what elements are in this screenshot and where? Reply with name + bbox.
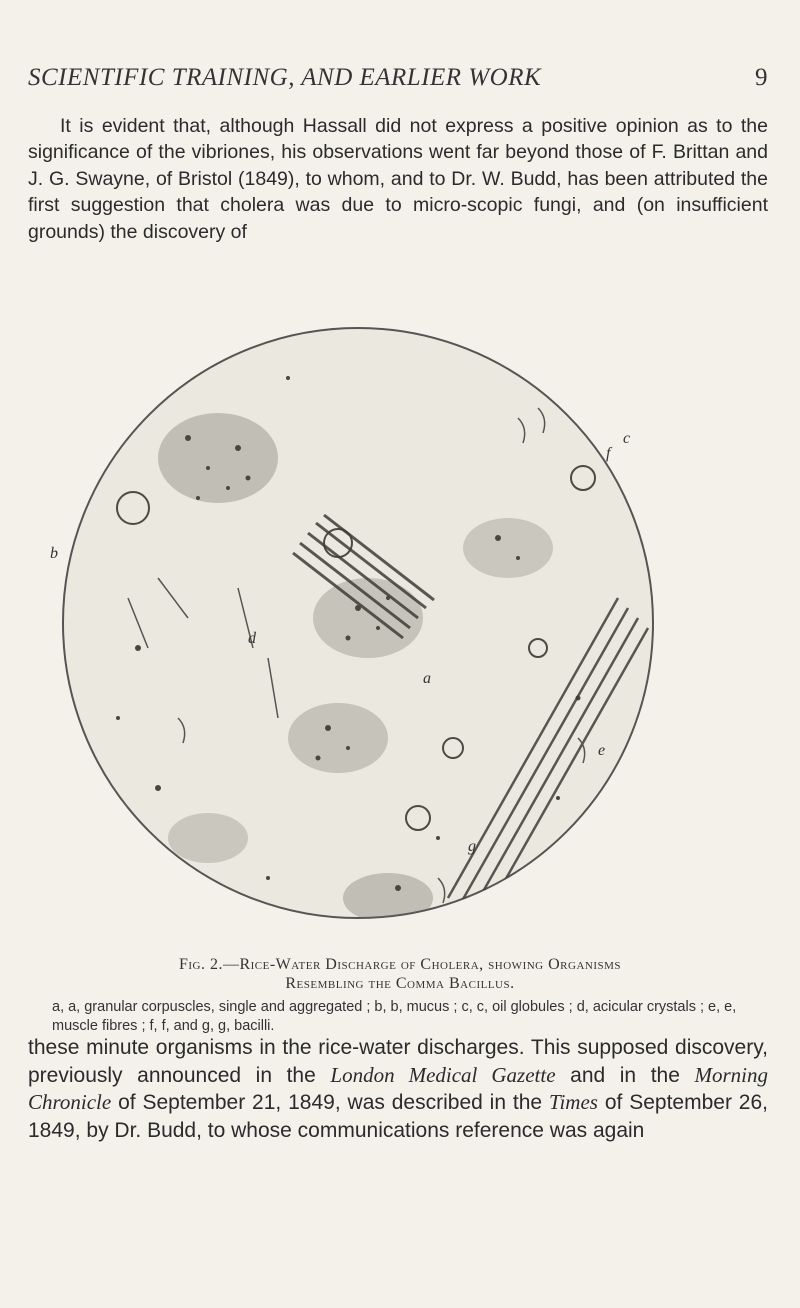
paragraph-2-text-1: these minute organisms in the rice-water discharges. This supposed discovery, previously announced in the (28, 1036, 768, 1087)
figure-caption (40, 955, 760, 993)
paragraph-2-text-2: and in the (555, 1063, 695, 1087)
figure-caption-line-2: Resembling the Comma Bacillus. (285, 975, 515, 992)
running-title: SCIENTIFIC TRAINING, AND EARLIER WORK (28, 64, 542, 91)
journal-morning-chronicle: Morning Chronicle (28, 1062, 768, 1115)
paragraph-2-text-3: of September 21, 1849, was described in the (111, 1091, 549, 1115)
microscope-figure (38, 318, 678, 943)
figure-label-c: c (623, 430, 631, 447)
running-header (28, 64, 768, 100)
figure-caption-line-1: Fig. 2.—Rice-Water Discharge of Cholera, showing Organisms (178, 956, 622, 973)
paragraph-1: It is evident that, although Hassall did not express a positive opinion as to the significance of the vibriones, his observations went far beyond those of F. Brittan and J. G. Swayne, of Bristol (1849), to whom, and to Dr. W. Budd, has been attributed the first suggestion that cholera was due to micro-scopic fungi, and (on insufficient grounds) the discovery of (28, 115, 768, 243)
figure-label-f: f (606, 445, 611, 462)
figure-label-b: b (50, 545, 58, 562)
paragraph-2 (28, 1034, 768, 1144)
paragraph-2-text-4: of September 26, 1849, by Dr. Budd, to whose communications reference was again (28, 1091, 769, 1142)
figure-label-a: a (423, 670, 431, 687)
journal-times: Times (548, 1090, 598, 1115)
page-number: 9 (755, 64, 768, 91)
figure-label-e: e (598, 742, 606, 759)
journal-london-medical-gazette: London Medical Gazette (330, 1062, 556, 1087)
figure-legend: a, a, granular corpuscles, single and aggregated ; b, b, mucus ; c, c, oil globules ; d, acicular crystals ; e, e, muscle fibres ; f, f, and g, g, bacilli. (52, 999, 737, 1034)
figure-label-d: d (248, 630, 256, 647)
figure-label-g: g (468, 838, 476, 855)
